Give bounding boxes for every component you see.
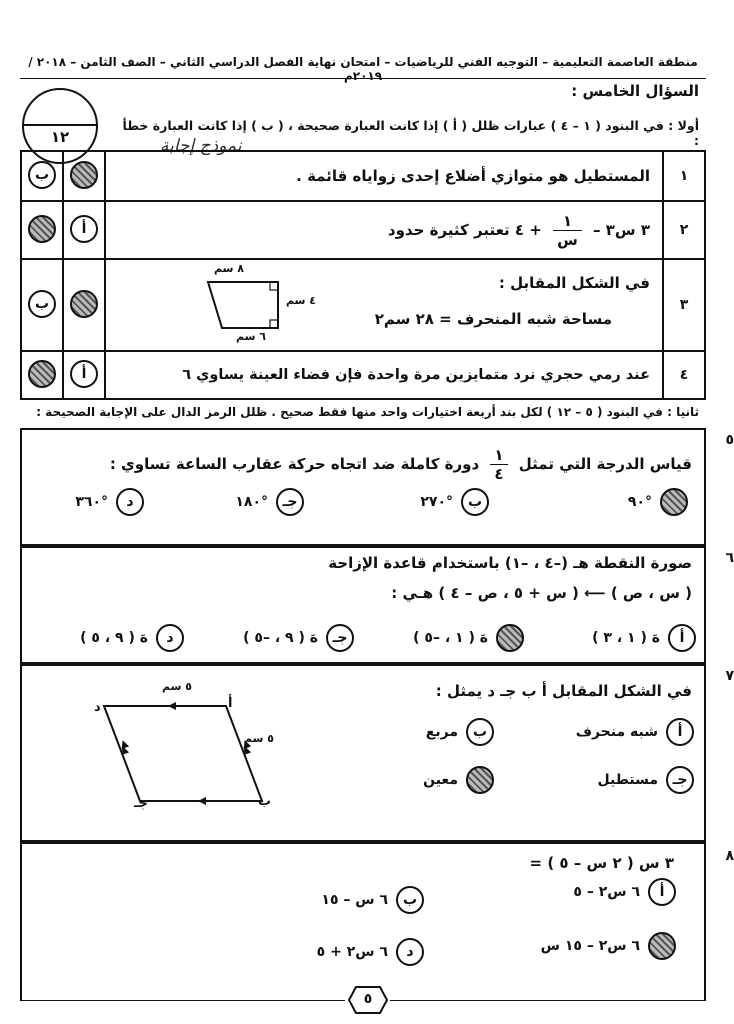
- tf2-b-choice-shaded[interactable]: [28, 215, 56, 243]
- trapezoid-side-label: ٤ سم: [286, 294, 316, 307]
- tf-row: [21, 151, 705, 201]
- q6-option-text: هَ ( ١ ، ٣ ): [592, 630, 660, 646]
- q6-option-text: هَ ( ٩ ، ٥ ): [80, 630, 148, 646]
- q8-option-text: ٦ س – ١٥: [321, 892, 388, 908]
- q8-number: ٨: [725, 848, 734, 864]
- q8-option-b[interactable]: [321, 886, 424, 914]
- q7-option-text: مربع: [425, 724, 458, 740]
- tf-choice-b-cell: [63, 201, 105, 259]
- q6-option-d[interactable]: [80, 624, 184, 652]
- model-answer-note: نموذج إجابة: [160, 136, 242, 156]
- q5-pre: قياس الدرجة التي تمثل: [518, 455, 692, 473]
- q5-number: ٥: [725, 432, 734, 448]
- tf-number: ٣: [663, 259, 705, 351]
- q6-option-c[interactable]: [243, 624, 354, 652]
- tf2-pre: ٣ س٣ –: [593, 220, 650, 239]
- fraction: [553, 212, 582, 249]
- tf2-a-choice[interactable]: أ: [70, 215, 98, 243]
- q5-a-choice-shaded[interactable]: [660, 488, 688, 516]
- q7-option-text: شبه منحرف: [575, 724, 658, 740]
- tf2-post: + ٤ تعتبر كثيرة حدود: [387, 220, 542, 239]
- tf-statement: [105, 201, 663, 259]
- tf-statement: المستطيل هو متوازي أضلاع إحدى زواياه قائمة .: [105, 151, 663, 201]
- q6-d-choice[interactable]: د: [156, 624, 184, 652]
- q8-d-choice[interactable]: د: [396, 938, 424, 966]
- q5-d-choice[interactable]: د: [116, 488, 144, 516]
- exam-header: منطقة العاصمة التعليمية – التوجيه الفني للرياضيات – امتحان نهاية الفصل الدراسي الثاني – الصف الثامن – ٢٠١٨ / ٢٠١٩م: [28, 55, 698, 83]
- footer-rule-right: [390, 1000, 706, 1001]
- tf-number: ١: [663, 151, 705, 201]
- q7-b-choice[interactable]: ب: [466, 718, 494, 746]
- q5-option-text: °٢٧٠: [420, 494, 453, 510]
- q8-option-c[interactable]: [541, 932, 676, 960]
- trapezoid-top-label: ٨ سم: [214, 262, 244, 275]
- tf-choice-a-cell: [21, 351, 63, 399]
- question-8: [20, 842, 734, 1000]
- tf-choice-b-cell: [63, 151, 105, 201]
- q5-option-text: °٣٦٠: [75, 494, 108, 510]
- q8-stem: ٣ س ( ٢ س – ٥ ) =: [529, 854, 674, 872]
- q5-b-choice[interactable]: ب: [461, 488, 489, 516]
- tf3-b-choice[interactable]: ب: [28, 290, 56, 318]
- q6-option-b[interactable]: [413, 624, 524, 652]
- vertex-d-label: د: [94, 700, 101, 715]
- question-7: [20, 664, 734, 842]
- q7-stem: في الشكل المقابل أ ب جـ د يمثل :: [435, 682, 692, 700]
- q5-option-a[interactable]: [628, 488, 688, 516]
- q8-option-a[interactable]: [573, 878, 676, 906]
- q6-line1: صورة النقطة هـ (–٤ ، –١) باستخدام قاعدة الإزاحة: [328, 554, 692, 572]
- score-value: ١٢: [50, 128, 70, 146]
- q5-option-text: °٩٠: [627, 494, 652, 510]
- question-6: [20, 546, 734, 664]
- q6-a-choice[interactable]: أ: [668, 624, 696, 652]
- q6-number: ٦: [725, 550, 734, 566]
- q8-c-choice-shaded[interactable]: [648, 932, 676, 960]
- tf-choice-b-cell: [63, 259, 105, 351]
- tf3-a-choice-shaded[interactable]: [70, 290, 98, 318]
- q6-option-text: هَ ( ٩ ، –٥ ): [243, 630, 318, 646]
- q7-option-b[interactable]: [426, 718, 494, 746]
- tf4-a-choice[interactable]: أ: [70, 360, 98, 388]
- tf-choice-b-cell: [63, 351, 105, 399]
- tf-number: ٢: [663, 201, 705, 259]
- tf-choice-a-cell: [21, 201, 63, 259]
- tf-statement: [105, 259, 663, 351]
- fraction-denominator: ٤: [494, 465, 504, 483]
- q8-a-choice[interactable]: أ: [648, 878, 676, 906]
- tf4-b-choice-shaded[interactable]: [28, 360, 56, 388]
- vertex-b-label: ب: [258, 794, 272, 809]
- q7-option-d[interactable]: [423, 766, 494, 794]
- tf-row: [21, 351, 705, 399]
- trapezoid-bottom-label: ٦ سم: [236, 330, 266, 343]
- q7-a-choice[interactable]: أ: [666, 718, 694, 746]
- question-title: السؤال الخامس :: [571, 82, 699, 100]
- q5-stem: [110, 446, 692, 483]
- tf3-line2: مساحة شبه المنحرف = ٢٨ سم٢: [374, 310, 612, 328]
- q5-option-d[interactable]: [75, 488, 144, 516]
- q6-option-text: هَ ( ١ ، –٥ ): [413, 630, 488, 646]
- q7-number: ٧: [725, 668, 734, 684]
- true-false-table: [20, 150, 706, 400]
- vertex-a-label: أ: [228, 696, 233, 711]
- q7-option-text: معين: [423, 772, 458, 788]
- tf-choice-a-cell: [21, 259, 63, 351]
- q5-option-c[interactable]: [235, 488, 304, 516]
- q6-b-choice-shaded[interactable]: [496, 624, 524, 652]
- tf-choice-a-cell: [21, 151, 63, 201]
- question-5: [20, 428, 734, 546]
- vertex-c-label: جـ: [134, 796, 148, 811]
- footer-rule-left: [20, 1000, 345, 1001]
- fraction-denominator: س: [557, 230, 578, 249]
- tf1-b-choice[interactable]: ب: [28, 161, 56, 189]
- fraction: [490, 446, 507, 483]
- tf-statement: عند رمي حجري نرد متمايزين مرة واحدة فإن فضاء العينة يساوي ٦: [105, 351, 663, 399]
- page-number: ٥: [363, 991, 373, 1007]
- q5-option-b[interactable]: [420, 488, 489, 516]
- q7-d-choice-shaded[interactable]: [466, 766, 494, 794]
- tf3-line1: في الشكل المقابل :: [498, 274, 650, 292]
- tf-row: [21, 259, 705, 351]
- score-divider: [24, 124, 96, 126]
- part1-instruction: أولا : في البنود ( ١ – ٤ ) عبارات ظلل ( أ ) إذا كانت العبارة صحيحة ، ( ب ) إذا كانت العبارة خطأ :: [122, 118, 699, 148]
- rhombus-top-length: ٥ سم: [162, 680, 192, 693]
- fraction-numerator: ١: [490, 446, 507, 465]
- q5-post: دورة كاملة ضد اتجاه حركة عقارب الساعة تساوي :: [109, 455, 480, 473]
- tf-row: [21, 201, 705, 259]
- tf-number: ٤: [663, 351, 705, 399]
- q7-option-text: مستطيل: [597, 772, 658, 788]
- header-rule: [20, 78, 706, 79]
- q6-option-a[interactable]: [592, 624, 696, 652]
- fraction-numerator: ١: [553, 212, 582, 231]
- q5-option-text: °١٨٠: [235, 494, 268, 510]
- part2-instruction: ثانيا : في البنود ( ٥ – ١٢ ) لكل بند أربعة اختيارات واحد منها فقط صحيح . ظلل الرمز الدال على الإجابة الصحيحة :: [36, 405, 699, 419]
- q8-b-choice[interactable]: ب: [396, 886, 424, 914]
- q8-option-text: ٦ س٢ + ٥: [316, 944, 388, 960]
- q6-c-choice[interactable]: جـ: [326, 624, 354, 652]
- q7-c-choice[interactable]: جـ: [666, 766, 694, 794]
- q8-option-text: ٦ س٢ – ٥: [573, 884, 640, 900]
- q7-option-a[interactable]: [576, 718, 694, 746]
- q5-c-choice[interactable]: جـ: [276, 488, 304, 516]
- q8-option-text: ٦ س٢ – ١٥ س: [540, 938, 640, 954]
- q8-option-d[interactable]: [317, 938, 424, 966]
- tf1-a-choice-shaded[interactable]: [70, 161, 98, 189]
- q7-option-c[interactable]: [598, 766, 694, 794]
- q6-line2: ( س ، ص ) ⟵ ( س + ٥ ، ص – ٤ ) هـي :: [391, 584, 692, 602]
- rhombus-side-length: ٥ سم: [244, 732, 274, 745]
